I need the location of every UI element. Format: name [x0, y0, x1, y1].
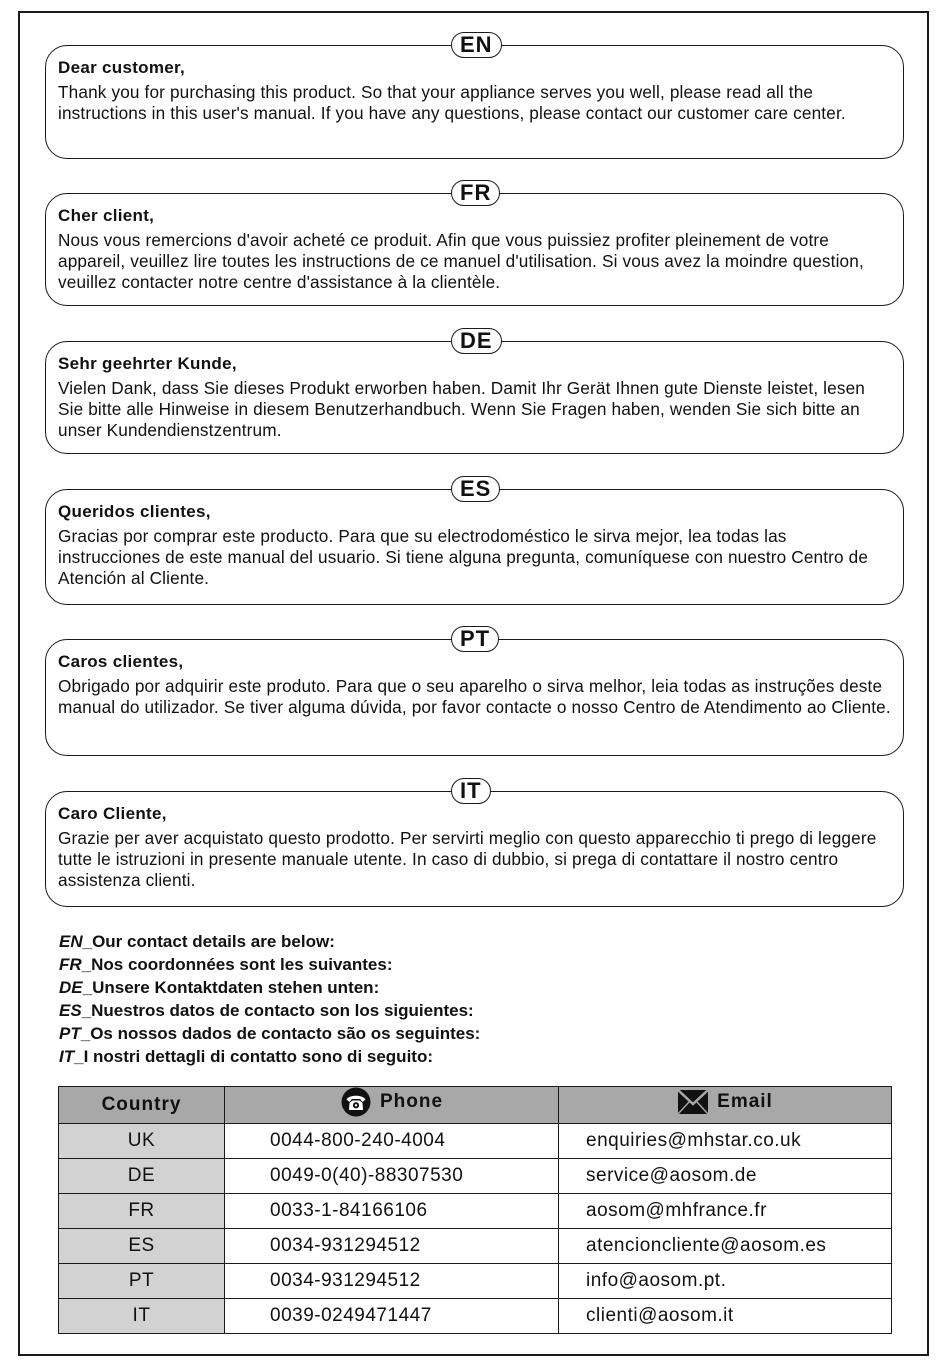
section-pt — [45, 626, 904, 756]
contact-intro-code: DE — [59, 978, 83, 997]
section-en — [45, 32, 904, 159]
contact-intro-text: _Our contact details are below: — [82, 932, 335, 951]
contact-intro-text: _Nuestros datos de contacto son los siguientes: — [81, 1001, 474, 1020]
phone-cell: 0034-931294512 — [225, 1264, 559, 1299]
greeting-it: Caro Cliente, — [58, 804, 167, 823]
message-fr: Nous vous remercions d'avoir acheté ce produit. Afin que vous puissiez profiter pleinement de votre appareil, veuillez lire toutes les instructions de ce manuel d'utilisation. Si vous avez la moindre question, veuillez contacter notre centre d'assistance à la clientèle. — [58, 230, 864, 292]
message-it: Grazie per aver acquistato questo prodotto. Per servirti meglio con questo apparecchio ti prego di leggere tutte le istruzioni in presente manuale utente. In caso di dubbio, si prega di contattare il nostro centro assistenza clienti. — [58, 828, 877, 890]
email-cell: service@aosom.de — [559, 1159, 892, 1194]
contact-intro-text: _Nos coordonnées sont les suivantes: — [81, 955, 393, 974]
language-tag-en: EN — [451, 32, 502, 58]
contact-intro-code: FR — [59, 955, 82, 974]
message-en: Thank you for purchasing this product. So that your appliance serves you well, please read all the instructions in this user's manual. If you have any questions, please contact our customer care center. — [58, 82, 846, 123]
greeting-fr: Cher client, — [58, 206, 155, 225]
email-cell: atencioncliente@aosom.es — [559, 1229, 892, 1264]
table-row — [59, 1299, 892, 1334]
table-row — [59, 1229, 892, 1264]
language-tag-es: ES — [451, 476, 500, 502]
contact-intro-line — [59, 1022, 480, 1045]
phone-cell: 0044-800-240-4004 — [225, 1124, 559, 1159]
contact-intro-code: ES — [59, 1001, 82, 1020]
greeting-en: Dear customer, — [58, 58, 186, 77]
contact-intro-line — [59, 930, 480, 953]
email-cell: info@aosom.pt. — [559, 1264, 892, 1299]
email-cell: aosom@mhfrance.fr — [559, 1194, 892, 1229]
contact-intro-text: _Os nossos dados de contacto são os seguintes: — [80, 1024, 481, 1043]
greeting-pt: Caros clientes, — [58, 652, 184, 671]
language-tag-pt: PT — [451, 626, 499, 652]
greeting-es: Queridos clientes, — [58, 502, 211, 521]
header-email-label: Email — [717, 1091, 773, 1112]
language-tag-de: DE — [451, 328, 502, 354]
message-pt: Obrigado por adquirir este produto. Para que o seu aparelho o sirva melhor, leia todas as instruções deste manual do utilizador. Se tiver alguma dúvida, por favor contacte o nosso Centro de Atendimento ao Cliente. — [58, 676, 891, 717]
country-cell: IT — [59, 1299, 225, 1334]
phone-cell: 0039-0249471447 — [225, 1299, 559, 1334]
header-email — [559, 1087, 892, 1124]
contact-intro-code: EN — [59, 932, 83, 951]
contact-intro-line — [59, 976, 480, 999]
email-cell: enquiries@mhstar.co.uk — [559, 1124, 892, 1159]
message-de: Vielen Dank, dass Sie dieses Produkt erworben haben. Damit Ihr Gerät Ihnen gute Dienste leistet, lesen Sie bitte alle Hinweise in diesem Benutzerhandbuch. Wenn Sie Fragen haben, wenden Sie sich bitte an unser Kundendienstzentrum. — [58, 378, 866, 440]
email-cell: clienti@aosom.it — [559, 1299, 892, 1334]
header-country — [59, 1087, 225, 1124]
message-es: Gracias por comprar este producto. Para que su electrodoméstico le sirva mejor, lea todas las instrucciones de este manual del usuario. Si tiene alguna pregunta, comuníquese con nuestro Centro de Atención al Cliente. — [58, 526, 869, 588]
phone-cell: 0034-931294512 — [225, 1229, 559, 1264]
table-header-row — [59, 1087, 892, 1124]
table-row — [59, 1159, 892, 1194]
envelope-icon — [677, 1089, 709, 1115]
section-it — [45, 778, 904, 907]
contact-intro-text: _Unsere Kontaktdaten stehen unten: — [82, 978, 380, 997]
contact-intro-line — [59, 1045, 480, 1068]
header-phone-label: Phone — [379, 1091, 444, 1112]
greeting-de: Sehr geehrter Kunde, — [58, 354, 237, 373]
country-cell: FR — [59, 1194, 225, 1229]
country-cell: UK — [59, 1124, 225, 1159]
header-country-label: Country — [101, 1094, 182, 1115]
phone-cell: 0033-1-84166106 — [225, 1194, 559, 1229]
table-row — [59, 1194, 892, 1229]
header-phone — [225, 1087, 559, 1124]
contact-intro-code: IT — [59, 1047, 75, 1066]
contact-intro — [59, 930, 480, 1068]
section-de — [45, 328, 904, 454]
contact-table — [58, 1086, 892, 1334]
section-es — [45, 476, 904, 605]
contact-intro-line — [59, 953, 480, 976]
country-cell: DE — [59, 1159, 225, 1194]
phone-cell: 0049-0(40)-88307530 — [225, 1159, 559, 1194]
language-tag-fr: FR — [451, 180, 500, 206]
telephone-icon — [340, 1087, 372, 1117]
language-tag-it: IT — [451, 778, 491, 804]
section-fr — [45, 180, 904, 306]
table-row — [59, 1124, 892, 1159]
contact-intro-text: _I nostri dettagli di contatto sono di seguito: — [74, 1047, 433, 1066]
contact-intro-code: PT — [59, 1024, 81, 1043]
table-row — [59, 1264, 892, 1299]
country-cell: ES — [59, 1229, 225, 1264]
country-cell: PT — [59, 1264, 225, 1299]
contact-intro-line — [59, 999, 480, 1022]
